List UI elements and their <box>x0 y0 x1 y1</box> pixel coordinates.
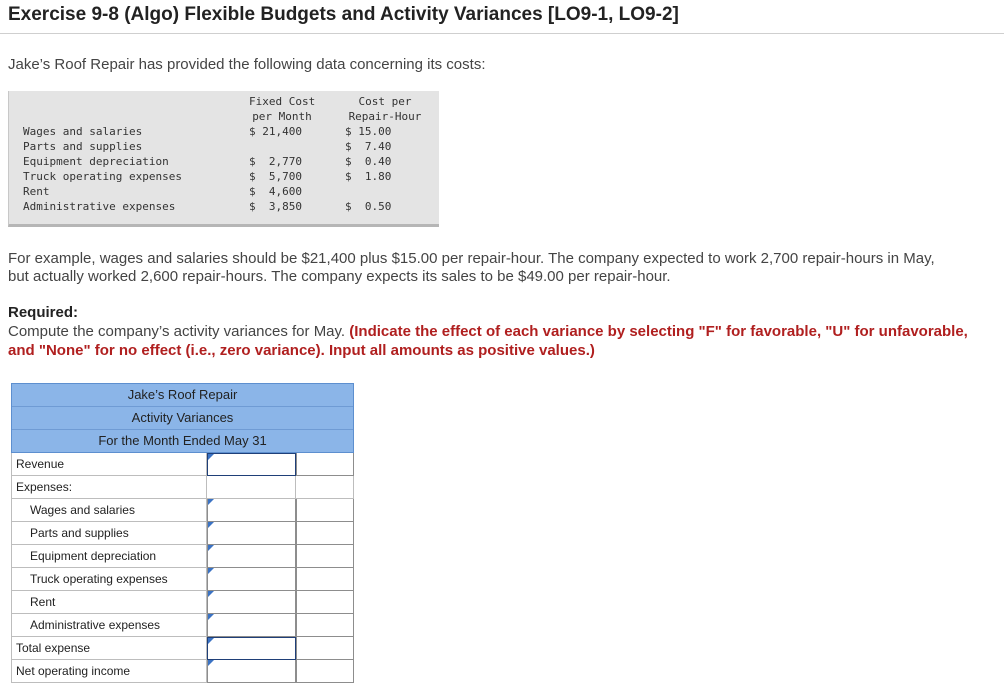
effect-select-cell[interactable] <box>296 614 354 637</box>
cost-labels <box>23 124 182 214</box>
row-label: Total expense <box>11 637 207 660</box>
variance-effect-select[interactable] <box>297 660 353 682</box>
rate-value: $ 7.40 <box>345 140 392 153</box>
variance-amount-input[interactable] <box>208 660 295 682</box>
row-label: Equipment depreciation <box>11 545 207 568</box>
fixed-value: $ 4,600 <box>249 185 302 198</box>
company-name: Jake’s Roof Repair <box>12 384 353 407</box>
variance-effect-select[interactable] <box>297 522 353 544</box>
table-row <box>11 660 354 683</box>
rate-value: $ 0.40 <box>345 155 392 168</box>
row-label: Expenses: <box>11 476 207 499</box>
table-row <box>11 522 354 545</box>
effect-select-cell[interactable] <box>296 637 354 660</box>
cost-label: Wages and salaries <box>23 125 143 138</box>
amount-input-cell[interactable] <box>207 660 296 683</box>
rate-header-line: Repair-Hour <box>348 110 422 123</box>
fixed-header-line: per Month <box>252 110 312 123</box>
fixed-value: $ 2,770 <box>249 155 302 168</box>
amount-input-cell[interactable] <box>207 568 296 591</box>
row-label: Administrative expenses <box>11 614 207 637</box>
activity-variance-table <box>11 383 354 683</box>
variance-amount-input[interactable] <box>208 454 295 475</box>
title-divider <box>0 33 1004 34</box>
row-label: Wages and salaries <box>11 499 207 522</box>
required-heading: Required: <box>8 304 79 321</box>
required-text: Compute the company’s activity variances for May. <box>8 323 350 340</box>
variance-amount-input[interactable] <box>208 522 295 544</box>
row-label: Net operating income <box>11 660 207 683</box>
amount-input-cell[interactable] <box>207 637 296 660</box>
empty-cell <box>207 476 296 499</box>
effect-select-cell[interactable] <box>296 591 354 614</box>
example-paragraph: For example, wages and salaries should be $21,400 plus $15.00 per repair-hour. The company expected to work 2,700 repair-hours in May, but actually worked 2,600 repair-hours. The company expects its sales to be $49.00 per repair-hour. <box>8 250 935 285</box>
input-marker-icon <box>208 545 214 551</box>
rate-value <box>345 184 425 199</box>
variance-effect-select[interactable] <box>297 637 353 659</box>
effect-select-cell[interactable] <box>296 660 354 683</box>
fixed-value: $ 5,700 <box>249 170 302 183</box>
cost-data-table <box>8 91 439 227</box>
amount-input-cell[interactable] <box>207 453 296 476</box>
variance-amount-input[interactable] <box>208 591 295 613</box>
table-row <box>11 453 354 476</box>
answer-table-header <box>11 383 354 453</box>
effect-select-cell[interactable] <box>296 499 354 522</box>
amount-input-cell[interactable] <box>207 545 296 568</box>
row-label: Parts and supplies <box>11 522 207 545</box>
effect-select-cell[interactable] <box>296 568 354 591</box>
input-marker-icon <box>208 591 214 597</box>
input-marker-icon <box>208 614 214 620</box>
statement-period: For the Month Ended May 31 <box>98 433 267 448</box>
input-marker-icon <box>208 568 214 574</box>
amount-input-cell[interactable] <box>207 499 296 522</box>
effect-select-cell[interactable] <box>296 522 354 545</box>
table-row <box>11 568 354 591</box>
required-instructions <box>8 322 968 360</box>
variance-amount-input[interactable] <box>208 638 295 659</box>
table-row <box>11 545 354 568</box>
variance-amount-input[interactable] <box>208 614 295 636</box>
variance-effect-select[interactable] <box>297 614 353 636</box>
variance-effect-select[interactable] <box>297 545 353 567</box>
row-label: Revenue <box>11 453 207 476</box>
answer-rows <box>11 453 354 683</box>
fixed-value: $ 21,400 <box>249 125 302 138</box>
intro-text: Jake’s Roof Repair has provided the following data concerning its costs: <box>8 56 486 73</box>
fixed-value: $ 3,850 <box>249 200 302 213</box>
variance-amount-input[interactable] <box>208 545 295 567</box>
variance-effect-select[interactable] <box>297 568 353 590</box>
cost-label: Truck operating expenses <box>23 170 182 183</box>
input-marker-icon <box>208 499 214 505</box>
table-row <box>11 614 354 637</box>
amount-input-cell[interactable] <box>207 614 296 637</box>
variance-effect-select[interactable] <box>297 453 353 475</box>
rate-header-line: Cost per <box>358 95 412 108</box>
cost-label: Rent <box>23 185 50 198</box>
input-marker-icon <box>208 638 214 644</box>
table-row <box>11 476 354 499</box>
table-row <box>11 637 354 660</box>
statement-name: Activity Variances <box>12 407 353 430</box>
variance-effect-select[interactable] <box>297 591 353 613</box>
row-label: Rent <box>11 591 207 614</box>
variance-amount-input[interactable] <box>208 568 295 590</box>
rate-column <box>345 94 425 214</box>
required-emphasis: (Indicate the effect of each variance by selecting "F" for favorable, "U" for unfavorable, and "None" for no effect (i.e., zero variance). Input all amounts as positive values.) <box>8 323 968 359</box>
amount-input-cell[interactable] <box>207 522 296 545</box>
table-row <box>11 591 354 614</box>
fixed-header-line: Fixed Cost <box>249 95 316 108</box>
cost-label: Administrative expenses <box>23 200 176 213</box>
cost-label: Parts and supplies <box>23 140 143 153</box>
table-row <box>11 499 354 522</box>
rate-value: $ 0.50 <box>345 200 392 213</box>
amount-input-cell[interactable] <box>207 591 296 614</box>
row-label: Truck operating expenses <box>11 568 207 591</box>
exercise-title: Exercise 9-8 (Algo) Flexible Budgets and Activity Variances [LO9-1, LO9-2] <box>8 4 679 25</box>
input-marker-icon <box>208 454 214 460</box>
cost-label: Equipment depreciation <box>23 155 169 168</box>
input-marker-icon <box>208 522 214 528</box>
effect-select-cell[interactable] <box>296 453 354 476</box>
input-marker-icon <box>208 660 214 666</box>
variance-amount-input[interactable] <box>208 499 295 521</box>
effect-select-cell[interactable] <box>296 545 354 568</box>
rate-value: $ 1.80 <box>345 170 392 183</box>
rate-value: $ 15.00 <box>345 125 392 138</box>
fixed-value <box>249 139 315 154</box>
variance-effect-select[interactable] <box>297 499 353 521</box>
fixed-cost-column <box>249 94 315 214</box>
empty-cell <box>296 476 354 499</box>
